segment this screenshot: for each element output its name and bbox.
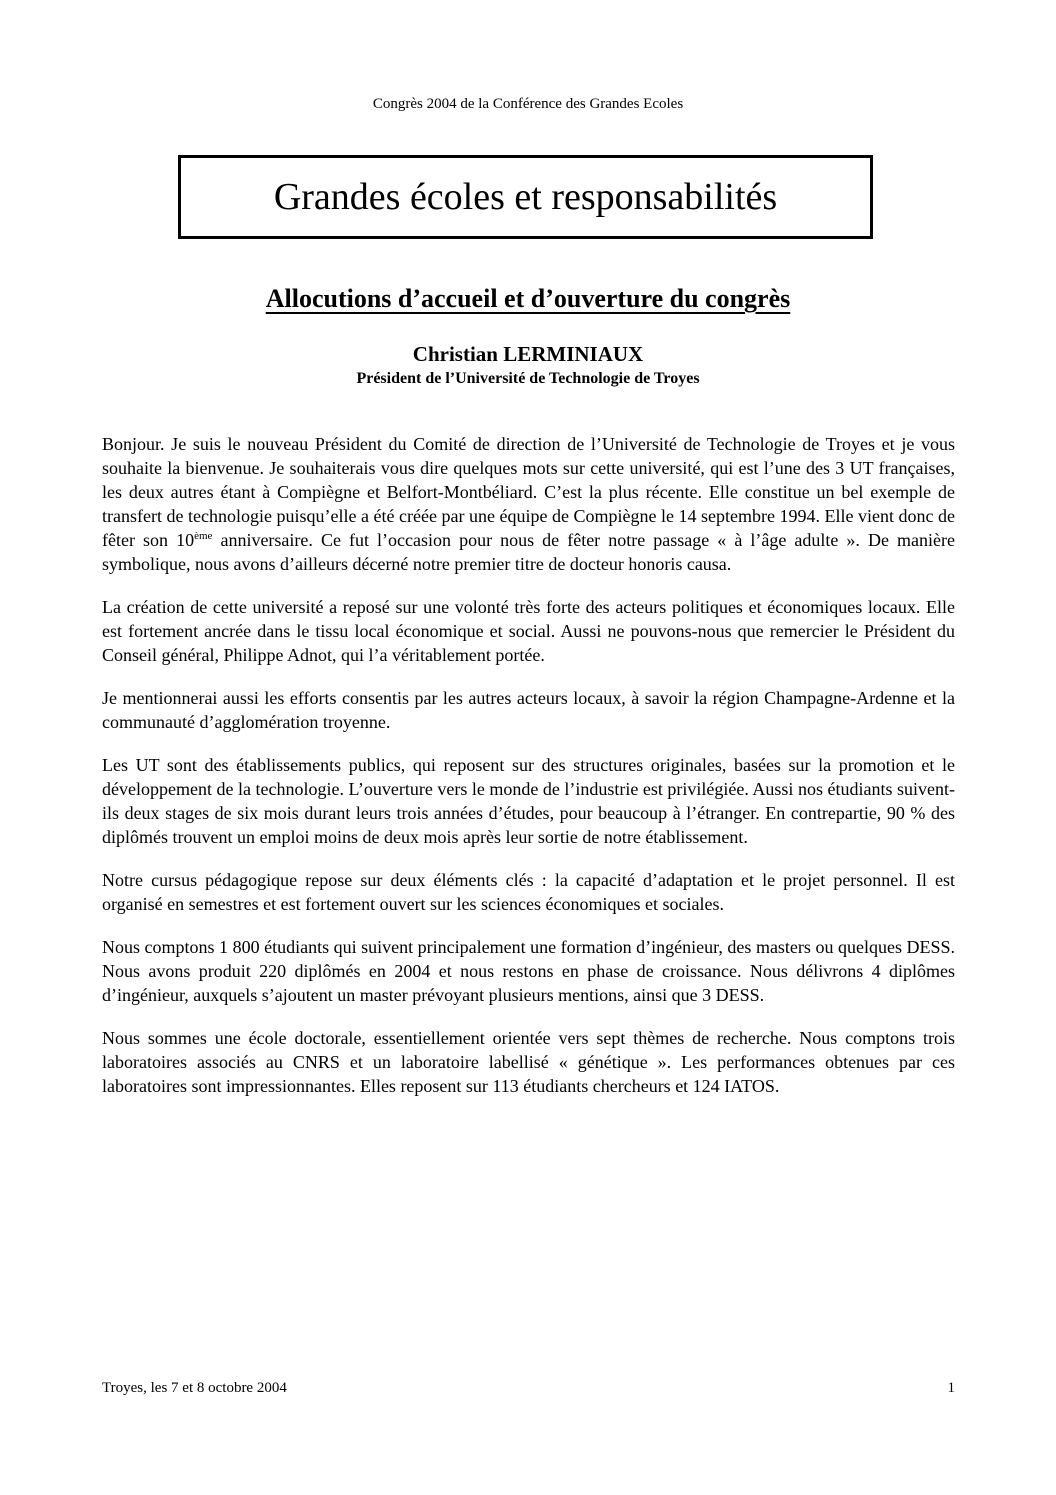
paragraph-6: Nous comptons 1 800 étudiants qui suivent principalement une formation d’ingénieur, des masters ou quelques DESS. Nous avons produit 220 diplômés en 2004 et nous restons en phase de croissance. Nous délivrons 4 diplômes d’ingénieur, auxquels s’ajoutent un master prévoyant plusieurs mentions, ainsi que 3 DESS. [102, 937, 955, 1005]
paragraph-5: Notre cursus pédagogique repose sur deux éléments clés : la capacité d’adaptation et le projet personnel. Il est organisé en semestres et est fortement ouvert sur les sciences économiques et sociales. [102, 870, 955, 914]
page-number: 1 [947, 1380, 955, 1396]
speaker-role: Président de l’Université de Technologie de Troyes [356, 370, 700, 387]
paragraph-2: La création de cette université a reposé sur une volonté très forte des acteurs politiques et économiques locaux. Elle est fortement ancrée dans le tissu local économique et social. Aussi ne pouvons-nous que remercier le Président du Conseil général, Philippe Adnot, qui l’a véritablement portée. [102, 597, 955, 665]
paragraph-7: Nous sommes une école doctorale, essentiellement orientée vers sept thèmes de recherche. Nous comptons trois laboratoires associés au CNRS et un laboratoire labellisé « génétique ». Les performances obtenues par ces laboratoires sont impressionnantes. Elles reposent sur 113 étudiants chercheurs et 124 IATOS. [102, 1028, 955, 1096]
running-header: Congrès 2004 de la Conférence des Grandes Ecoles [372, 96, 684, 112]
paragraph-3: Je mentionnerai aussi les efforts consentis par les autres acteurs locaux, à savoir la région Champagne-Ardenne et la communauté d’agglomération troyenne. [102, 688, 955, 732]
paragraph-4: Les UT sont des établissements publics, qui reposent sur des structures originales, basées sur la promotion et le développement de la technologie. L’ouverture vers le monde de l’industrie est privilégiée. Aussi nos étudiants suivent-ils deux stages de six mois durant leurs trois années d’études, pour beaucoup à l’étranger. En contrepartie, 90 % des diplômés trouvent un emploi moins de deux mois après leur sortie de notre établissement. [102, 755, 955, 847]
title-box [178, 155, 873, 239]
paragraph-1-part-a: Bonjour. Je suis le nouveau Président du Comité de direction de l’Université de Technologie de Troyes et je vous souhaite la bienvenue. Je souhaiterais vous dire quelques mots sur cette université, qui est l’une des 3 UT françaises, les deux autres étant à Compiègne et Belfort-Montbéliard. C’est la plus récente. Elle constitue un bel exemple de transfert de technologie puisqu’elle a été créée par une équipe de Compiègne le 14 septembre 1994. Elle vient donc de fêter son 10 [102, 434, 955, 550]
section-title: Allocutions d’accueil et d’ouverture du congrès [265, 284, 791, 313]
speaker-name: Christian LERMINIAUX [412, 342, 644, 366]
document-title: Grandes écoles et responsabilités [273, 176, 778, 218]
body-text [102, 432, 955, 1117]
paragraph-1-part-b: anniversaire. Ce fut l’occasion pour nous de fêter notre passage « à l’âge adulte ». De manière symbolique, nous avons d’ailleurs décerné notre premier titre de docteur honoris causa. [102, 530, 955, 574]
footer-place-date: Troyes, les 7 et 8 octobre 2004 [102, 1380, 287, 1396]
ordinal-superscript: ème [194, 530, 213, 542]
paragraph-1 [102, 432, 955, 576]
